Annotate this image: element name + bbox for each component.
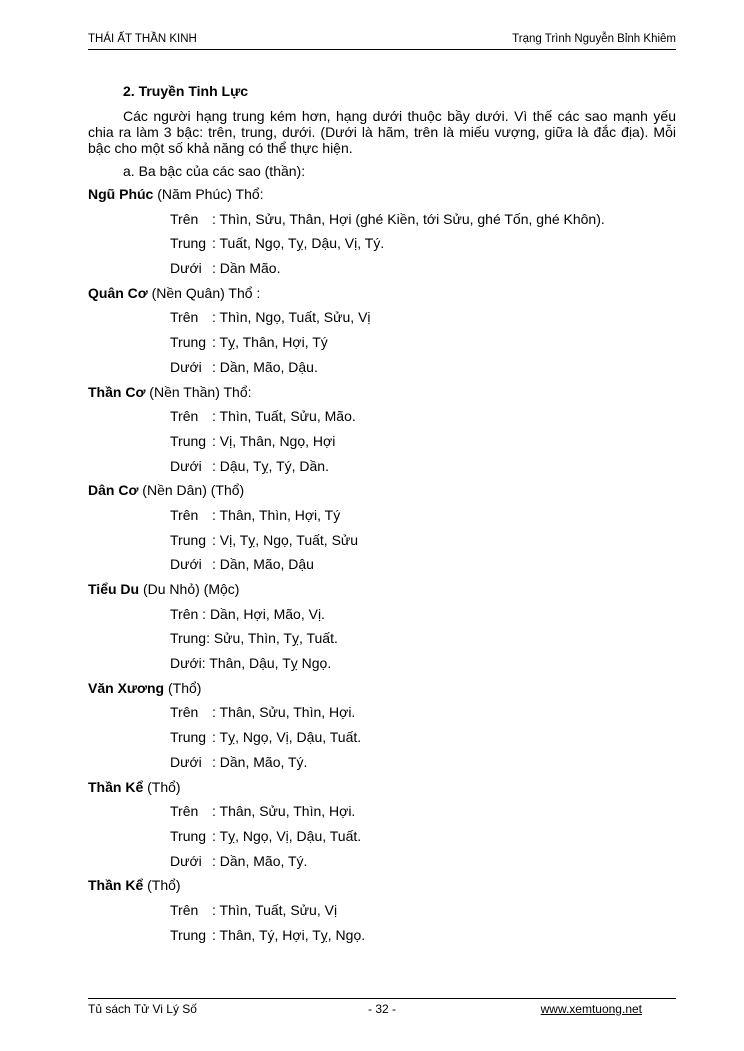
rank-row — [88, 356, 676, 381]
rank-row — [88, 899, 676, 924]
rank-positions: : Thân, Thìn, Hợi, Tý — [212, 506, 341, 523]
rank-positions: : Dần, Mão, Dậu — [212, 556, 314, 573]
rank-label: Trên — [170, 605, 199, 622]
rank-label: Trên — [170, 408, 199, 425]
star-description: (Nền Thần) Thổ: — [145, 383, 252, 400]
rank-positions: : Sửu, Thìn, Tỵ, Tuất. — [206, 630, 338, 647]
rank-label: Trung — [170, 729, 207, 746]
page-footer — [88, 998, 676, 1020]
rank-positions: : Vị, Thân, Ngọ, Hợi — [212, 432, 336, 449]
star-name: Dân Cơ — [88, 482, 139, 499]
rank-positions: : Thân, Sửu, Thìn, Hợi. — [212, 704, 356, 721]
star-description: (Thổ) — [143, 877, 181, 894]
footer-website-link[interactable]: www.xemtuong.net — [540, 1002, 642, 1016]
rank-row — [88, 751, 676, 776]
rank-label: Dưới — [170, 753, 202, 770]
rank-positions: : Thân, Tý, Hợi, Tỵ, Ngọ. — [212, 926, 366, 943]
rank-label: Dưới — [170, 358, 202, 375]
rank-row — [88, 430, 676, 455]
star-heading — [88, 479, 676, 504]
page-number: - 32 - — [368, 1002, 397, 1016]
star-name: Thần Kể — [88, 877, 144, 894]
rank-positions: : Thìn, Ngọ, Tuất, Sửu, Vị — [212, 309, 371, 326]
rank-positions: : Thân, Sửu, Thìn, Hợi. — [212, 803, 356, 820]
rank-positions: : Tuất, Ngọ, Tỵ, Dậu, Vị, Tý. — [212, 235, 385, 252]
rank-positions: : Dần, Hợi, Mão, Vị. — [198, 605, 325, 622]
rank-label: Trên — [170, 506, 199, 523]
rank-row — [88, 529, 676, 554]
rank-label: Trên — [170, 901, 199, 918]
rank-row — [88, 553, 676, 578]
star-description: (Du Nhỏ) (Mộc) — [139, 581, 240, 597]
rank-positions: : Thìn, Tuất, Sửu, Mão. — [212, 408, 356, 425]
rank-label: Trên — [170, 704, 199, 721]
rank-row — [88, 627, 676, 652]
rank-row — [88, 208, 676, 233]
rank-label: Dưới — [170, 655, 202, 672]
star-heading — [88, 282, 676, 307]
star-heading — [88, 677, 676, 702]
rank-label: Trung — [170, 630, 207, 647]
rank-label: Trung — [170, 432, 207, 449]
rank-positions: : Dần, Mão, Dậu. — [212, 358, 318, 375]
rank-label: Trung — [170, 531, 207, 548]
rank-row — [88, 726, 676, 751]
rank-row — [88, 800, 676, 825]
rank-label: Trung — [170, 827, 207, 844]
rank-label: Dưới — [170, 852, 202, 869]
header-book-title: THÁI ẤT THẦN KINH — [88, 33, 197, 45]
rank-row — [88, 306, 676, 331]
star-name: Thần Cơ — [88, 383, 146, 400]
rank-row — [88, 504, 676, 529]
star-heading — [88, 183, 676, 208]
rank-label: Trung — [170, 926, 207, 943]
page-content — [88, 80, 676, 948]
star-name: Ngũ Phúc — [88, 186, 154, 202]
rank-row — [88, 455, 676, 480]
rank-positions: : Thìn, Tuất, Sửu, Vị — [212, 901, 338, 918]
rank-row — [88, 825, 676, 850]
rank-label: Trung — [170, 235, 207, 252]
star-description: (Nền Dân) (Thổ) — [138, 482, 245, 499]
rank-label: Trên — [170, 210, 199, 227]
rank-label: Dưới — [170, 556, 202, 573]
rank-row — [88, 405, 676, 430]
rank-label: Dưới — [170, 457, 202, 474]
star-heading — [88, 578, 676, 603]
star-description: (Thổ) — [164, 679, 202, 696]
rank-row — [88, 603, 676, 628]
subheading: a. Ba bậc của các sao (thần): — [123, 163, 306, 179]
rank-positions: : Dần Mão. — [212, 260, 281, 277]
star-description: (Năm Phúc) Thổ: — [153, 186, 264, 202]
rank-positions: : Tỵ, Thân, Hợi, Tý — [212, 334, 328, 351]
star-name: Quân Cơ — [88, 284, 148, 301]
rank-positions: : Tỵ, Ngọ, Vị, Dậu, Tuất. — [212, 729, 362, 746]
rank-positions: : Thìn, Sửu, Thân, Hợi (ghé Kiền, tới Sửu, ghé Tốn, ghé Khôn). — [212, 210, 605, 227]
rank-row — [88, 924, 676, 949]
intro-paragraph: Các người hạng trung kém hơn, hạng dưới thuộc bầy dưới. Vì thế các sao mạnh yếu chia ra làm 3 bậc: trên, trung, dưới. (Dưới là hãm, trên là miếu vượng, giữa là đắc địa). Mỗi bậc cho một số khả năng có thể thực hiện. — [88, 108, 676, 156]
star-name: Thần Kể — [88, 778, 144, 795]
rank-row — [88, 652, 676, 677]
rank-positions: : Dần, Mão, Tý. — [212, 852, 308, 869]
rank-row — [88, 850, 676, 875]
star-description: (Thổ) — [143, 778, 181, 795]
rank-positions: : Thân, Dậu, Tỵ Ngọ. — [201, 655, 332, 672]
page-header — [88, 33, 676, 50]
header-author: Trạng Trình Nguyễn Bỉnh Khiêm — [512, 33, 676, 45]
rank-positions: : Vị, Tỵ, Ngọ, Tuất, Sửu — [212, 531, 359, 548]
rank-positions: : Tỵ, Ngọ, Vị, Dậu, Tuất. — [212, 827, 362, 844]
rank-label: Dưới — [170, 260, 202, 277]
rank-row — [88, 257, 676, 282]
rank-positions: : Dậu, Tỵ, Tý, Dần. — [212, 457, 329, 474]
rank-label: Trung — [170, 334, 207, 351]
rank-positions: : Dần, Mão, Tý. — [212, 753, 308, 770]
rank-row — [88, 331, 676, 356]
rank-row — [88, 701, 676, 726]
star-description: (Nền Quân) Thổ : — [147, 284, 261, 301]
star-name: Văn Xương — [88, 679, 165, 696]
star-heading — [88, 776, 676, 801]
rank-label: Trên — [170, 309, 199, 326]
star-name: Tiểu Du — [88, 581, 140, 597]
star-heading — [88, 381, 676, 406]
star-heading — [88, 874, 676, 899]
footer-series: Tủ sách Tử Vi Lý Số — [88, 1002, 197, 1016]
rank-row — [88, 232, 676, 257]
rank-label: Trên — [170, 803, 199, 820]
section-title: 2. Truyền Tinh Lực — [123, 83, 249, 99]
star-list — [88, 183, 676, 948]
